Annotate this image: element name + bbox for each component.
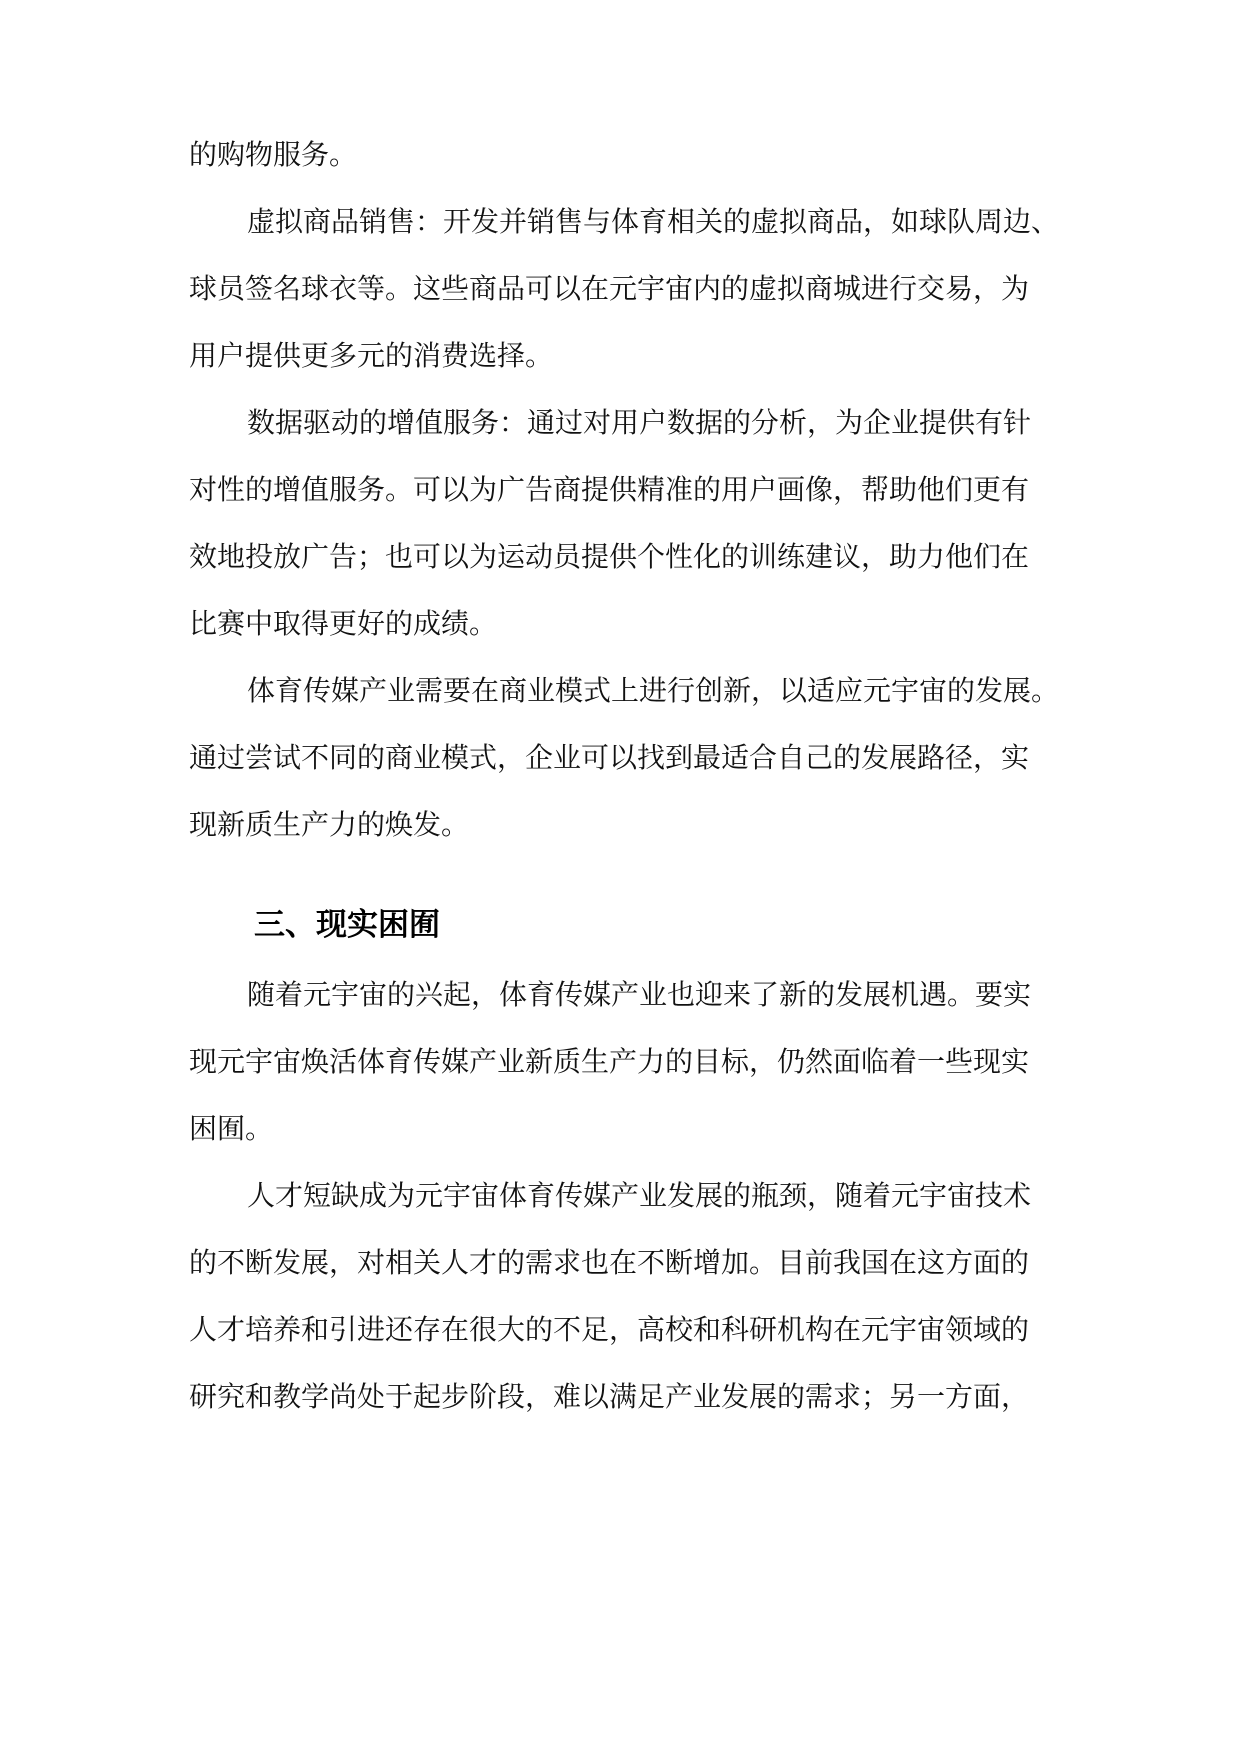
section-heading: 三、现实困囿 — [254, 907, 440, 943]
text-line: 现元宇宙焕活体育传媒产业新质生产力的目标，仍然面临着一些现实 — [189, 1045, 1030, 1078]
text-line: 研究和教学尚处于起步阶段，难以满足产业发展的需求；另一方面， — [189, 1380, 1030, 1413]
text-line: 通过尝试不同的商业模式，企业可以找到最适合自己的发展路径，实 — [189, 741, 1030, 774]
text-line: 球员签名球衣等。这些商品可以在元宇宙内的虚拟商城进行交易，为 — [189, 272, 1030, 305]
text-line: 人才短缺成为元宇宙体育传媒产业发展的瓶颈，随着元宇宙技术 — [247, 1179, 1032, 1212]
text-line: 的不断发展，对相关人才的需求也在不断增加。目前我国在这方面的 — [189, 1246, 1030, 1279]
text-line: 随着元宇宙的兴起，体育传媒产业也迎来了新的发展机遇。要实 — [247, 978, 1032, 1011]
text-line: 比赛中取得更好的成绩。 — [189, 607, 498, 640]
text-line: 虚拟商品销售：开发并销售与体育相关的虚拟商品，如球队周边、 — [247, 205, 1060, 238]
text-line: 用户提供更多元的消费选择。 — [189, 339, 554, 372]
text-line: 困囿。 — [189, 1112, 274, 1145]
text-line: 体育传媒产业需要在商业模式上进行创新，以适应元宇宙的发展。 — [247, 674, 1060, 707]
text-line: 效地投放广告；也可以为运动员提供个性化的训练建议，助力他们在 — [189, 540, 1030, 573]
text-line: 现新质生产力的焕发。 — [189, 808, 470, 841]
text-line: 的购物服务。 — [189, 138, 358, 171]
text-line: 对性的增值服务。可以为广告商提供精准的用户画像，帮助他们更有 — [189, 473, 1030, 506]
text-line: 数据驱动的增值服务：通过对用户数据的分析，为企业提供有针 — [247, 406, 1032, 439]
text-line: 人才培养和引进还存在很大的不足，高校和科研机构在元宇宙领域的 — [189, 1313, 1030, 1346]
